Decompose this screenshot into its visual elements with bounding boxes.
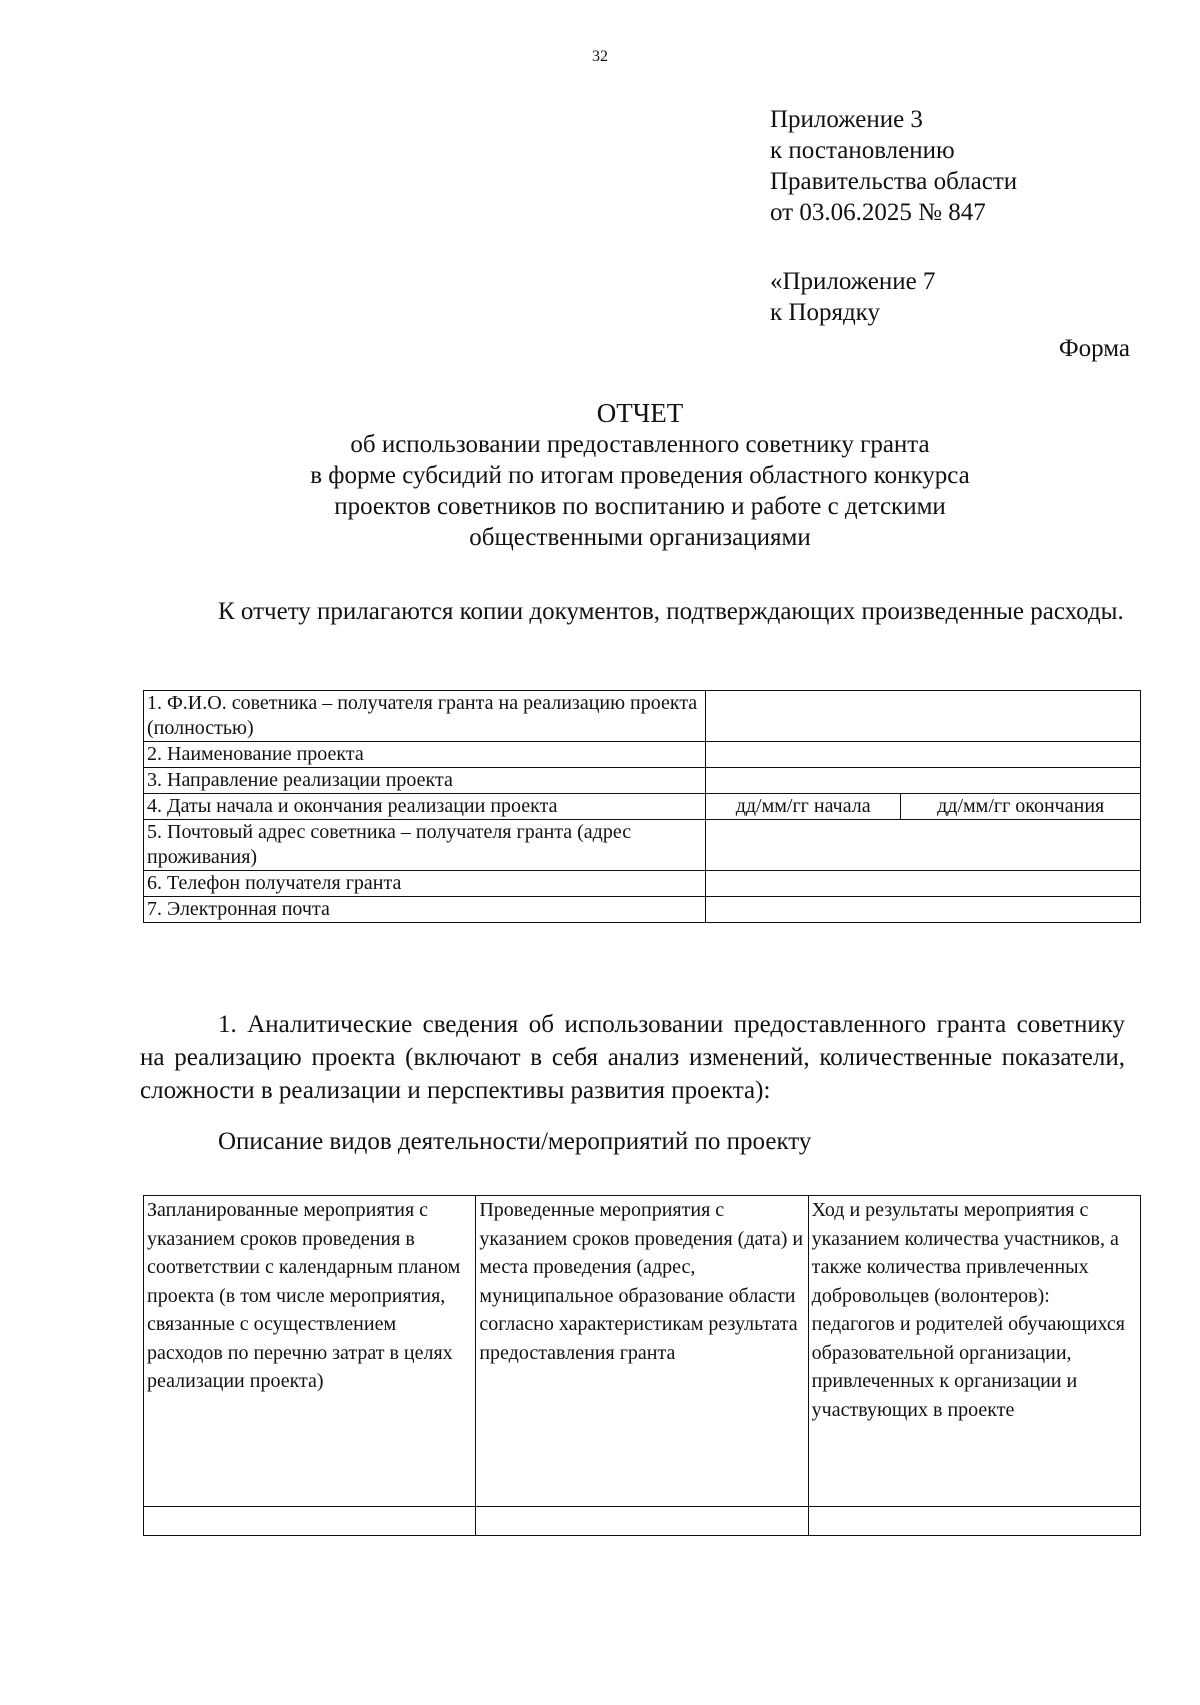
appendix7-line: «Приложение 7 [770, 268, 936, 295]
title-line: общественными организациями [469, 524, 811, 551]
column-header-results: Ход и результаты мероприятия с указанием количества участников, а также количества привлеченных добровольцев (волонтеров): педагогов и родителей обучающихся образовательной организации, привлеченных к организации и участвующих в проекте [808, 1196, 1140, 1507]
column-header-conducted: Проведенные мероприятия с указанием сроков проведения (дата) и места проведения (адрес, муниципальное образование области согласно характеристикам результата предоставления гранта [476, 1196, 808, 1507]
title-line: проектов советников по воспитанию и работе с детскими [334, 493, 946, 520]
table-row [144, 768, 1141, 794]
table-row [144, 691, 1141, 742]
table-cell-value[interactable] [706, 742, 1141, 768]
table-cell-label: 6. Телефон получателя гранта [144, 871, 706, 897]
table-row [144, 820, 1141, 871]
appendix-line: Приложение 3 [770, 106, 923, 133]
table-row [144, 871, 1141, 897]
table-row [144, 1507, 1141, 1536]
table-cell-label: 1. Ф.И.О. советника – получателя гранта на реализацию проекта (полностью) [144, 691, 706, 742]
appendix-line: к постановлению [770, 137, 955, 164]
title-main: ОТЧЕТ [596, 398, 684, 428]
column-header-planned: Запланированные мероприятия с указанием сроков проведения в соответствии с календарным планом проекта (в том числе мероприятия, связанные с осуществлением расходов по перечню затрат в целях реализации проекта) [144, 1196, 476, 1507]
intro-paragraph: К отчету прилагаются копии документов, подтверждающих произведенные расходы. [218, 598, 1124, 625]
date-start-cell[interactable]: дд/мм/гг начала [706, 794, 901, 820]
page-number: 32 [592, 48, 608, 65]
table-cell-label: 3. Направление реализации проекта [144, 768, 706, 794]
table-cell-value[interactable] [706, 691, 1141, 742]
table-header-row [144, 1196, 1141, 1507]
title-line: об использовании предоставленного советнику гранта [350, 431, 930, 458]
table-row [144, 794, 1141, 820]
appendix-line: Правительства области [770, 168, 1018, 195]
date-end-cell[interactable]: дд/мм/гг окончания [901, 794, 1141, 820]
title-line: в форме субсидий по итогам проведения областного конкурса [310, 462, 970, 489]
analytics-paragraph: 1. Аналитические сведения об использовании предоставленного гранта советнику на реализацию проекта (включают в себя анализ изменений, количественные показатели, сложности в реализации и перспективы развития проекта): [140, 1011, 1125, 1104]
table-cell-label: 4. Даты начала и окончания реализации проекта [144, 794, 706, 820]
table-cell-label: 7. Электронная почта [144, 897, 706, 923]
info-table [143, 690, 1141, 923]
table-cell-label: 5. Почтовый адрес советника – получателя гранта (адрес проживания) [144, 820, 706, 871]
table-row [144, 897, 1141, 923]
table-cell-empty[interactable] [808, 1507, 1140, 1536]
appendix-line: от 03.06.2025 № 847 [770, 199, 986, 226]
activities-table [143, 1195, 1141, 1536]
activities-heading: Описание видов деятельности/мероприятий по проекту [218, 1128, 812, 1155]
document-title [140, 398, 1140, 553]
table-cell-empty[interactable] [476, 1507, 808, 1536]
table-cell-label: 2. Наименование проекта [144, 742, 706, 768]
form-label: Форма [1058, 335, 1130, 362]
appendix7-line: к Порядку [770, 299, 880, 326]
table-cell-value[interactable] [706, 871, 1141, 897]
table-cell-empty[interactable] [144, 1507, 476, 1536]
table-cell-value[interactable] [706, 768, 1141, 794]
appendix-header [770, 104, 1017, 228]
table-cell-value[interactable] [706, 897, 1141, 923]
table-row [144, 742, 1141, 768]
appendix7-header [770, 266, 935, 328]
table-cell-value[interactable] [706, 820, 1141, 871]
